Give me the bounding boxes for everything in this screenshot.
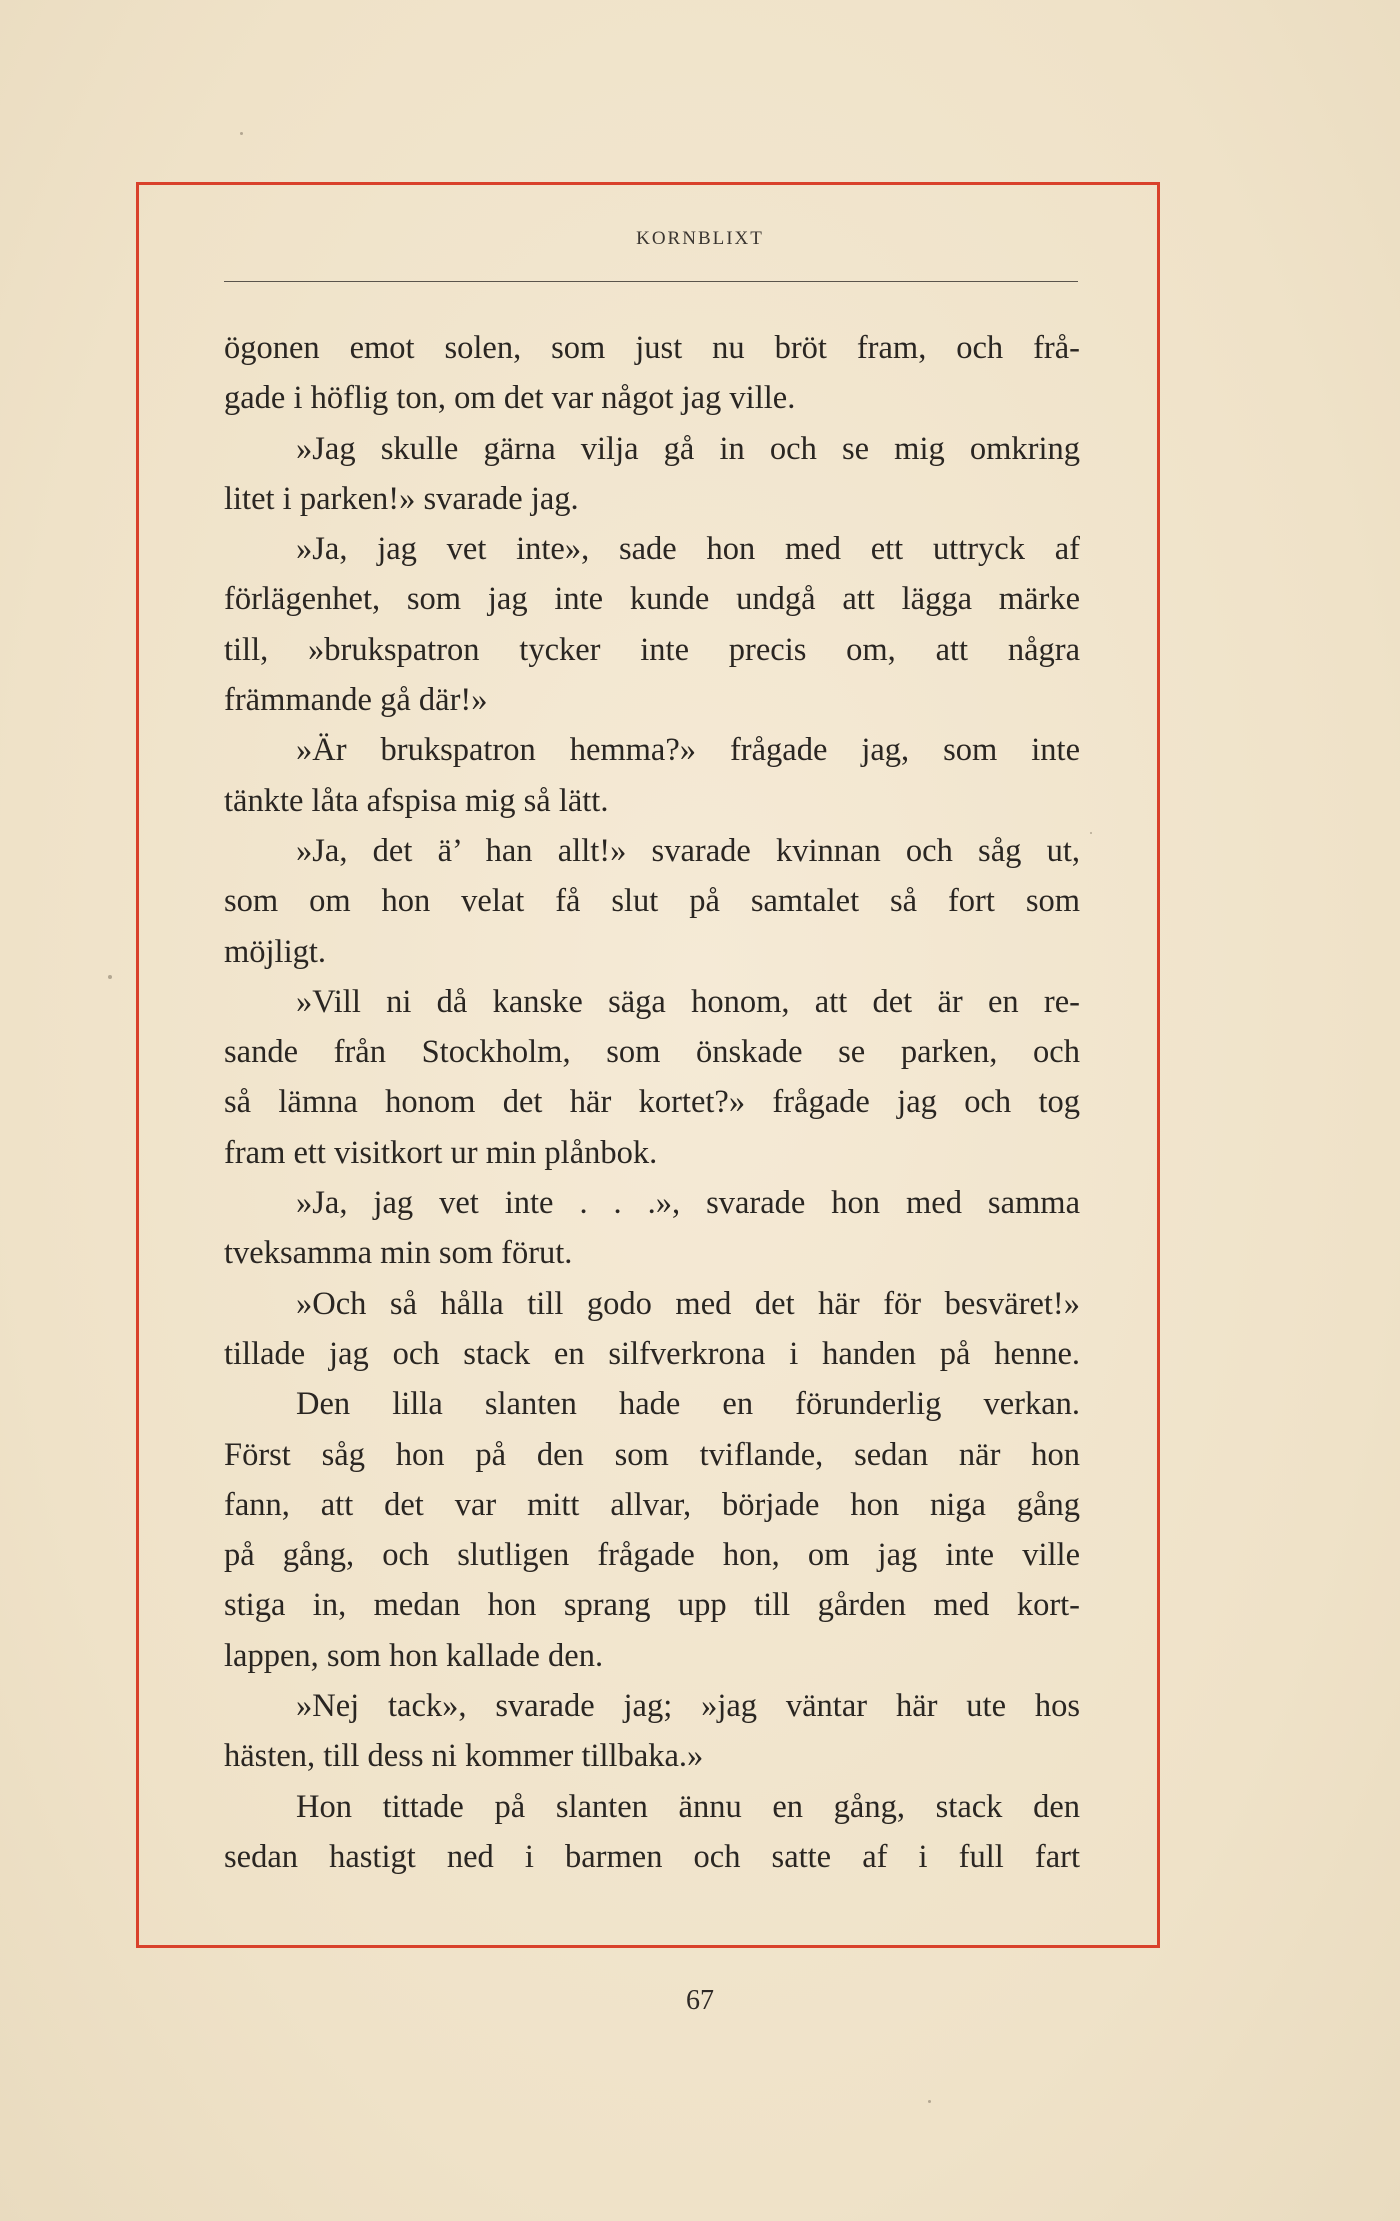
text-line: tillade jag och stack en silfverkrona i handen på henne. — [224, 1335, 1080, 1372]
text-line: »Ja, jag vet inte», sade hon med ett uttryck af — [296, 531, 1080, 568]
paper-speck — [1090, 832, 1092, 834]
text-line: som om hon velat få slut på samtalet så fort som — [224, 883, 1080, 920]
text-line: »Vill ni då kanske säga honom, att det är en re- — [296, 983, 1080, 1020]
text-line: Hon tittade på slanten ännu en gång, stack den — [296, 1788, 1080, 1825]
text-line: främmande gå där!» — [224, 682, 488, 719]
text-line: så lämna honom det här kortet?» frågade jag och tog — [224, 1084, 1080, 1121]
text-line: litet i parken!» svarade jag. — [224, 480, 579, 517]
text-line: »Nej tack», svarade jag; »jag väntar här ute hos — [296, 1688, 1080, 1725]
text-line: Den lilla slanten hade en förunderlig verkan. — [296, 1386, 1080, 1423]
text-line: sande från Stockholm, som önskade se parken, och — [224, 1034, 1080, 1071]
text-line: »Jag skulle gärna vilja gå in och se mig omkring — [296, 430, 1080, 467]
text-line: »Är brukspatron hemma?» frågade jag, som inte — [296, 732, 1080, 769]
paper-speck — [240, 132, 243, 135]
text-line: hästen, till dess ni kommer tillbaka.» — [224, 1738, 704, 1775]
running-head: KORNBLIXT — [636, 228, 764, 249]
text-line: tveksamma min som förut. — [224, 1235, 573, 1272]
text-line: stiga in, medan hon sprang upp till gården med kort- — [224, 1587, 1080, 1624]
text-line: Först såg hon på den som tviflande, sedan när hon — [224, 1436, 1080, 1473]
header-rule — [224, 281, 1078, 282]
body-text — [224, 323, 1080, 1882]
text-line: gade i höflig ton, om det var något jag ville. — [224, 380, 796, 417]
text-line: förlägenhet, som jag inte kunde undgå att lägga märke — [224, 581, 1080, 618]
text-line: till, »brukspatron tycker inte precis om, att några — [224, 631, 1080, 668]
text-line: fann, att det var mitt allvar, började hon niga gång — [224, 1486, 1080, 1523]
text-line: möjligt. — [224, 933, 327, 970]
text-line: på gång, och slutligen frågade hon, om jag inte ville — [224, 1537, 1080, 1574]
text-line: »Och så hålla till godo med det här för besväret!» — [296, 1285, 1080, 1322]
text-line: fram ett visitkort ur min plånbok. — [224, 1134, 658, 1171]
text-line: ögonen emot solen, som just nu bröt fram, och frå- — [224, 330, 1080, 366]
text-line: »Ja, jag vet inte . . .», svarade hon med samma — [296, 1185, 1080, 1222]
text-line: tänkte låta afspisa mig så lätt. — [224, 782, 609, 819]
text-line: lappen, som hon kallade den. — [224, 1637, 604, 1674]
text-line: sedan hastigt ned i barmen och satte af i full fart — [224, 1838, 1080, 1875]
text-line: »Ja, det ä’ han allt!» svarade kvinnan och såg ut, — [296, 832, 1080, 869]
paper-speck — [108, 975, 112, 979]
page-number: 67 — [686, 1985, 714, 2016]
paper-speck — [928, 2100, 931, 2103]
